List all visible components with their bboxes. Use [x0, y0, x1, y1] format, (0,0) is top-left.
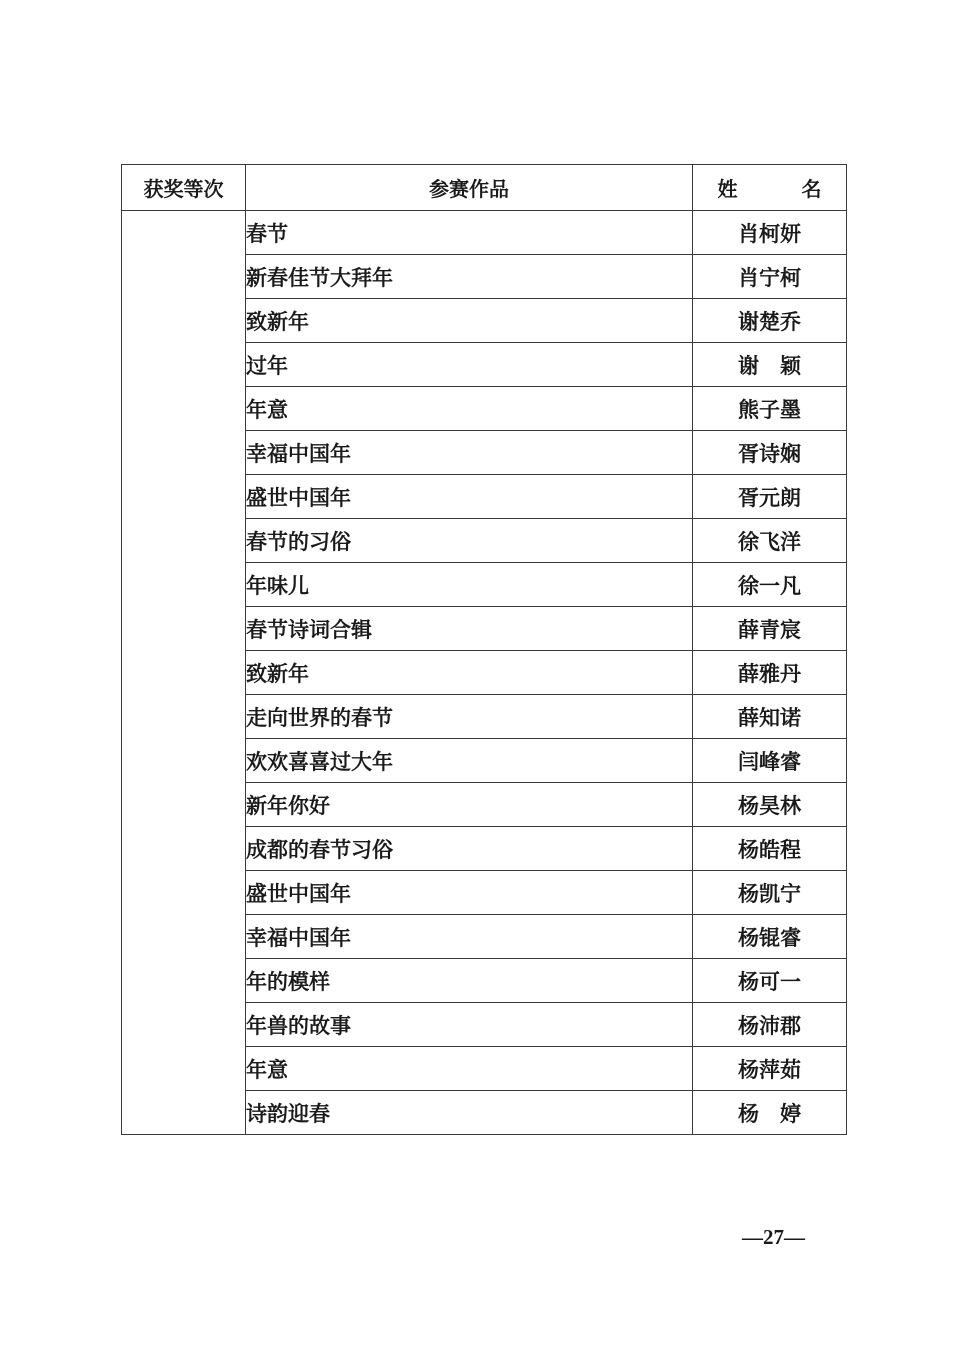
participant-name-cell: 杨 婷 — [693, 1091, 847, 1135]
entry-work-cell: 过年 — [246, 343, 693, 387]
participant-name-cell: 谢 颖 — [693, 343, 847, 387]
participant-name-cell: 薛知诺 — [693, 695, 847, 739]
entry-work-cell: 成都的春节习俗 — [246, 827, 693, 871]
entry-work-cell: 新年你好 — [246, 783, 693, 827]
entry-work-cell: 诗韵迎春 — [246, 1091, 693, 1135]
entry-work-cell: 幸福中国年 — [246, 431, 693, 475]
header-award-rank: 获奖等次 — [122, 165, 246, 211]
entry-work-cell: 春节 — [246, 211, 693, 255]
entry-work-cell: 新春佳节大拜年 — [246, 255, 693, 299]
award-rank-cell — [122, 211, 246, 1135]
entry-work-cell: 盛世中国年 — [246, 475, 693, 519]
participant-name-cell: 肖柯妍 — [693, 211, 847, 255]
entry-work-cell: 年味儿 — [246, 563, 693, 607]
entry-work-cell: 年意 — [246, 1047, 693, 1091]
page-number: —27— — [742, 1225, 805, 1249]
participant-name-cell: 谢楚乔 — [693, 299, 847, 343]
participant-name-cell: 肖宁柯 — [693, 255, 847, 299]
header-entry-work: 参赛作品 — [246, 165, 693, 211]
participant-name-cell: 杨锟睿 — [693, 915, 847, 959]
table-row — [122, 211, 847, 255]
participant-name-cell: 杨沛郡 — [693, 1003, 847, 1047]
entry-work-cell: 幸福中国年 — [246, 915, 693, 959]
participant-name-cell: 杨昊林 — [693, 783, 847, 827]
table-header-row — [122, 165, 847, 211]
header-participant-name: 姓 名 — [693, 165, 847, 211]
entry-work-cell: 年兽的故事 — [246, 1003, 693, 1047]
participant-name-cell: 杨凯宁 — [693, 871, 847, 915]
participant-name-cell: 胥元朗 — [693, 475, 847, 519]
participant-name-cell: 闫峰睿 — [693, 739, 847, 783]
participant-name-cell: 杨可一 — [693, 959, 847, 1003]
participant-name-cell: 徐一凡 — [693, 563, 847, 607]
entry-work-cell: 年意 — [246, 387, 693, 431]
entry-work-cell: 春节诗词合辑 — [246, 607, 693, 651]
entry-work-cell: 走向世界的春节 — [246, 695, 693, 739]
entry-work-cell: 致新年 — [246, 651, 693, 695]
participant-name-cell: 熊子墨 — [693, 387, 847, 431]
participant-name-cell: 胥诗娴 — [693, 431, 847, 475]
entry-work-cell: 欢欢喜喜过大年 — [246, 739, 693, 783]
table-body — [122, 211, 847, 1135]
entry-work-cell: 年的模样 — [246, 959, 693, 1003]
award-table — [121, 164, 847, 1135]
entry-work-cell: 春节的习俗 — [246, 519, 693, 563]
participant-name-cell: 徐飞洋 — [693, 519, 847, 563]
participant-name-cell: 杨皓程 — [693, 827, 847, 871]
participant-name-cell: 杨萍茹 — [693, 1047, 847, 1091]
participant-name-cell: 薛青宸 — [693, 607, 847, 651]
participant-name-cell: 薛雅丹 — [693, 651, 847, 695]
entry-work-cell: 致新年 — [246, 299, 693, 343]
entry-work-cell: 盛世中国年 — [246, 871, 693, 915]
